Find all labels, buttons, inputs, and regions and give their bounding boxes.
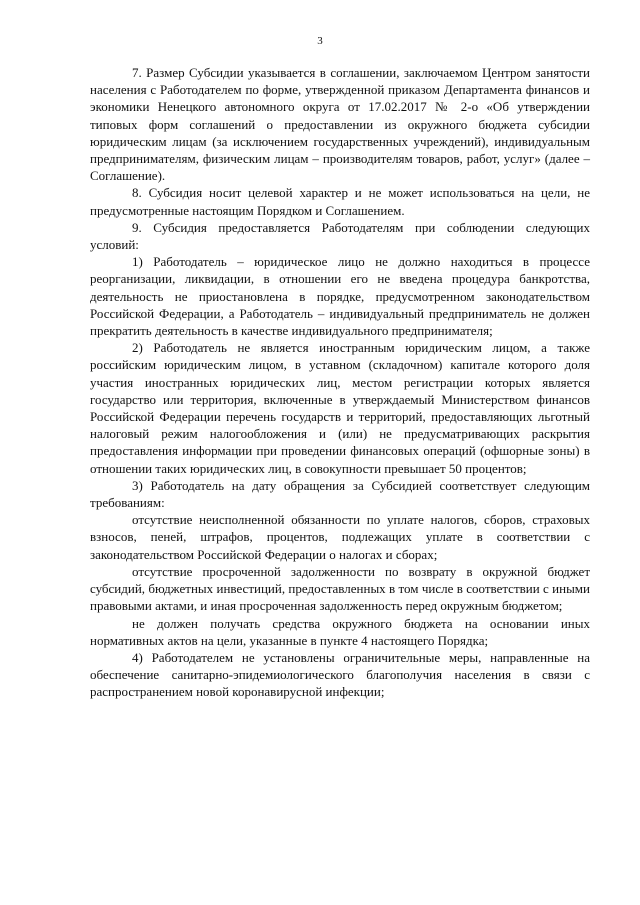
condition-1-no-liquidation: 1) Работодатель – юридическое лицо не должно находиться в процессе реорганизации, ликвидации, в отношении его не введена процедура банкротства, деятельность не приостановлена в порядке, предусмотренном законодательством Российской Федерации, а Работодатель – индивидуальный предприниматель не должен прекратить деятельность в качестве индивидуального предпринимателя; [90,254,590,339]
requirement-no-budget-debt: отсутствие просроченной задолженности по возврату в окружной бюджет субсидий, бюджетных инвестиций, предоставленных в том числе в соответствии с иными правовыми актами, и иная просроченная задолженность перед окружным бюджетом; [90,563,590,614]
page-number: 3 [317,35,323,47]
paragraph-8-target-purpose: 8. Субсидия носит целевой характер и не может использоваться на цели, не предусмотренные настоящим Порядком и Соглашением. [90,185,590,218]
paragraph-7-subsidy-amount: 7. Размер Субсидии указывается в соглашении, заключаемом Центром занятости населения с Работодателем по форме, утвержденной приказом Департамента финансов и экономики Ненецкого автономного округа от 17.02.2017 № 2-о «Об утверждении типовых форм соглашений о предоставлении из окружного бюджета субсидии юридическим лицам (за исключением государственных учреждений), индивидуальным предпринимателям, физическим лицам – производителям товаров, работ, услуг» (далее – Соглашение). [90,65,590,184]
requirement-no-other-funds: не должен получать средства окружного бюджета на основании иных нормативных актов на цели, указанные в пункте 4 настоящего Порядка; [90,615,590,648]
condition-3-requirements: 3) Работодатель на дату обращения за Субсидией соответствует следующим требованиям: [90,477,590,511]
requirement-no-tax-debt: отсутствие неисполненной обязанности по уплате налогов, сборов, страховых взносов, пеней, штрафов, процентов, подлежащих уплате в соответствии с законодательством Российской Федерации о налогах и сборах; [90,512,590,562]
document-body [90,64,590,701]
paragraph-9-conditions: 9. Субсидия предоставляется Работодателям при соблюдении следующих условий: [90,219,590,253]
condition-4-no-restrictions: 4) Работодателем не установлены ограничительные меры, направленные на обеспечение санитарно-эпидемиологического благополучия населения в связи с распространением новой коронавирусной инфекции; [90,649,590,700]
condition-2-not-foreign: 2) Работодатель не является иностранным юридическим лицом, а также российским юридическим лицом, в уставном (складочном) капитале которого доля участия иностранных юридических лиц, местом регистрации которых является государство или территория, включенные в утверждаемый Министерством финансов Российской Федерации перечень государств и территорий, предоставляющих льготный налоговый режим налогообложения и (или) не предусматривающих раскрытия предоставления информации при проведении финансовых операций (офшорные зоны) в отношении таких юридических лиц, в совокупности превышает 50 процентов; [90,340,590,476]
